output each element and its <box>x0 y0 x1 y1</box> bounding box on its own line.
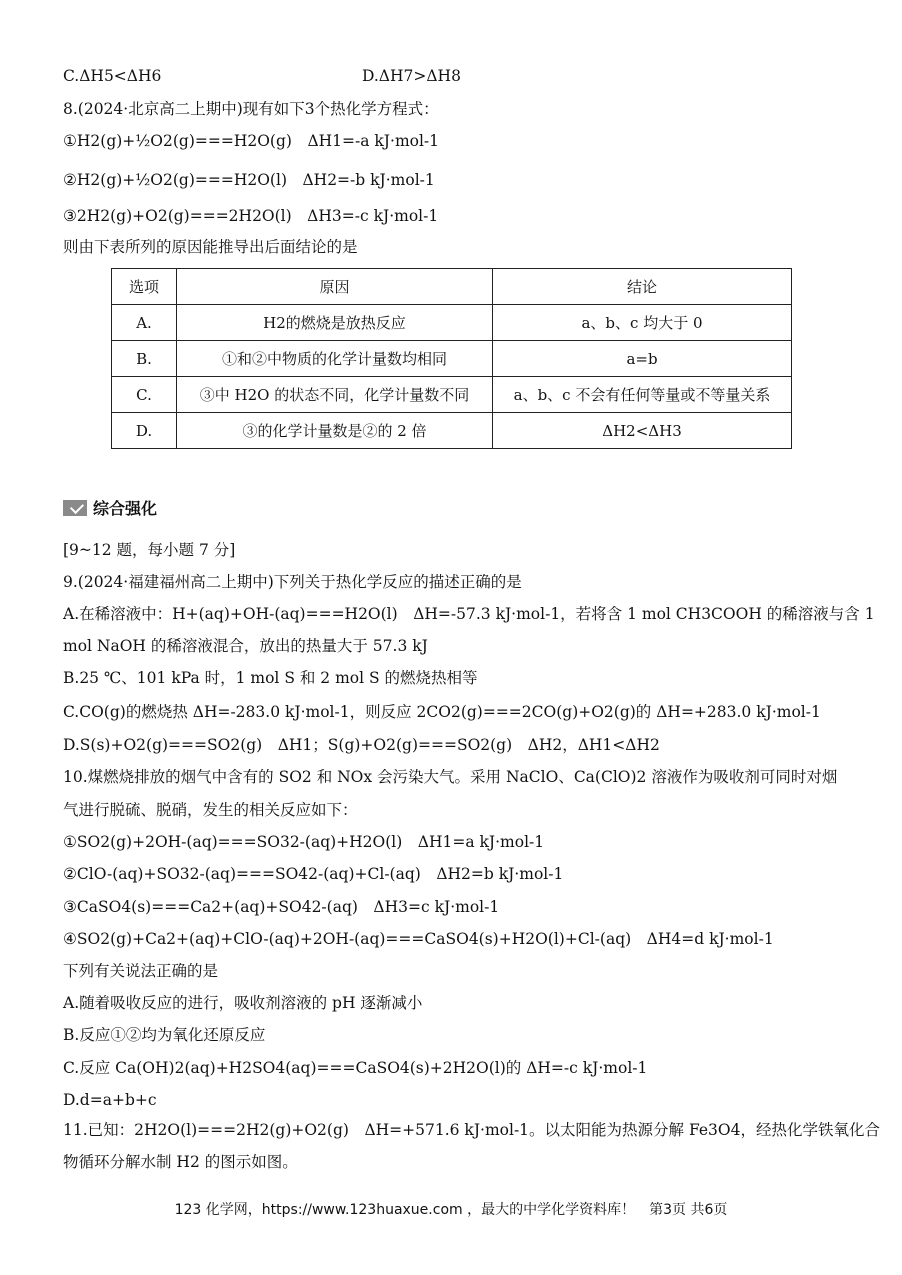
row-c-conclusion: a、b、c 不会有任何等量或不等量关系 <box>493 377 792 413</box>
row-d-reason: ③的化学计量数是②的 2 倍 <box>177 413 493 449</box>
score-note: [9~12 题，每小题 7 分] <box>63 541 236 559</box>
q9-option-a-line2: mol NaOH 的稀溶液混合，放出的热量大于 57.3 kJ <box>63 637 428 655</box>
header-reason: 原因 <box>177 269 493 305</box>
q8-options-table <box>111 268 792 449</box>
header-conclusion: 结论 <box>493 269 792 305</box>
section-title: 综合强化 <box>93 499 158 518</box>
table-header-row <box>112 269 792 305</box>
row-a-conclusion: a、b、c 均大于 0 <box>493 305 792 341</box>
q10-option-d: D.d=a+b+c <box>63 1091 157 1109</box>
q10-prompt: 下列有关说法正确的是 <box>63 962 219 980</box>
row-c-option: C. <box>112 377 177 413</box>
row-a-reason: H2的燃烧是放热反应 <box>177 305 493 341</box>
row-b-conclusion: a=b <box>493 341 792 377</box>
header-option: 选项 <box>112 269 177 305</box>
table-row <box>112 413 792 449</box>
q10-reaction-1: ①SO2(g)+2OH-(aq)===SO32-(aq)+H2O(l) ΔH1=a kJ·mol-1 <box>63 833 545 851</box>
q10-reaction-3: ③CaSO4(s)===Ca2+(aq)+SO42-(aq) ΔH3=c kJ·mol-1 <box>63 898 500 916</box>
q10-reaction-4: ④SO2(g)+Ca2+(aq)+ClO-(aq)+2OH-(aq)===CaSO4(s)+H2O(l)+Cl-(aq) ΔH4=d kJ·mol-1 <box>63 930 774 948</box>
q10-reaction-2: ②ClO-(aq)+SO32-(aq)===SO42-(aq)+Cl-(aq) ΔH2=b kJ·mol-1 <box>63 865 564 883</box>
q8-equation-3: ③2H2(g)+O2(g)===2H2O(l) ΔH3=-c kJ·mol-1 <box>63 207 439 225</box>
q10-stem-line1: 10.煤燃烧排放的烟气中含有的 SO2 和 NOx 会污染大气。采用 NaClO、Ca(ClO)2 溶液作为吸收剂可同时对烟 <box>63 768 838 786</box>
page-footer: 123 化学网，https://www.123huaxue.com ，最大的中学化学资料库！ 第3页 共6页 <box>174 1202 728 1218</box>
q9-stem: 9.(2024·福建福州高二上期中)下列关于热化学反应的描述正确的是 <box>63 573 522 591</box>
section-heading <box>63 496 157 519</box>
q8-equation-1: ①H2(g)+½O2(g)===H2O(g) ΔH1=-a kJ·mol-1 <box>63 132 440 150</box>
table-row <box>112 377 792 413</box>
q8-equation-2: ②H2(g)+½O2(g)===H2O(l) ΔH2=-b kJ·mol-1 <box>63 171 435 189</box>
q10-option-c: C.反应 Ca(OH)2(aq)+H2SO4(aq)===CaSO4(s)+2H2O(l)的 ΔH=-c kJ·mol-1 <box>63 1059 648 1077</box>
q10-option-b: B.反应①②均为氧化还原反应 <box>63 1026 266 1044</box>
table-row <box>112 305 792 341</box>
q9-option-b: B.25 ℃、101 kPa 时，1 mol S 和 2 mol S 的燃烧热相等 <box>63 669 478 687</box>
q8-stem: 8.(2024·北京高二上期中)现有如下3个热化学方程式： <box>63 100 439 118</box>
checkmark-icon <box>63 500 87 516</box>
row-a-option: A. <box>112 305 177 341</box>
row-d-conclusion: ΔH2<ΔH3 <box>493 413 792 449</box>
q9-option-d: D.S(s)+O2(g)===SO2(g) ΔH1；S(g)+O2(g)===SO2(g) ΔH2，ΔH1<ΔH2 <box>63 736 660 754</box>
q9-option-c: C.CO(g)的燃烧热 ΔH=-283.0 kJ·mol-1，则反应 2CO2(g)===2CO(g)+O2(g)的 ΔH=+283.0 kJ·mol-1 <box>63 703 821 721</box>
q11-stem-line1: 11.已知：2H2O(l)===2H2(g)+O2(g) ΔH=+571.6 kJ·mol-1。以太阳能为热源分解 Fe3O4，经热化学铁氧化合 <box>63 1121 880 1139</box>
row-c-reason: ③中 H2O 的状态不同，化学计量数不同 <box>177 377 493 413</box>
q10-option-a: A.随着吸收反应的进行，吸收剂溶液的 pH 逐渐减小 <box>63 994 423 1012</box>
q10-stem-line2: 气进行脱硫、脱硝，发生的相关反应如下： <box>63 801 358 819</box>
q7-option-d: D.ΔH7>ΔH8 <box>362 67 461 85</box>
q9-option-a-line1: A.在稀溶液中：H+(aq)+OH-(aq)===H2O(l) ΔH=-57.3 kJ·mol-1，若将含 1 mol CH3COOH 的稀溶液与含 1 <box>63 605 875 623</box>
table-row <box>112 341 792 377</box>
row-b-reason: ①和②中物质的化学计量数均相同 <box>177 341 493 377</box>
q8-prompt: 则由下表所列的原因能推导出后面结论的是 <box>63 238 358 256</box>
row-b-option: B. <box>112 341 177 377</box>
row-d-option: D. <box>112 413 177 449</box>
q11-stem-line2: 物循环分解水制 H2 的图示如图。 <box>63 1153 298 1171</box>
q7-option-c: C.ΔH5<ΔH6 <box>63 67 162 85</box>
